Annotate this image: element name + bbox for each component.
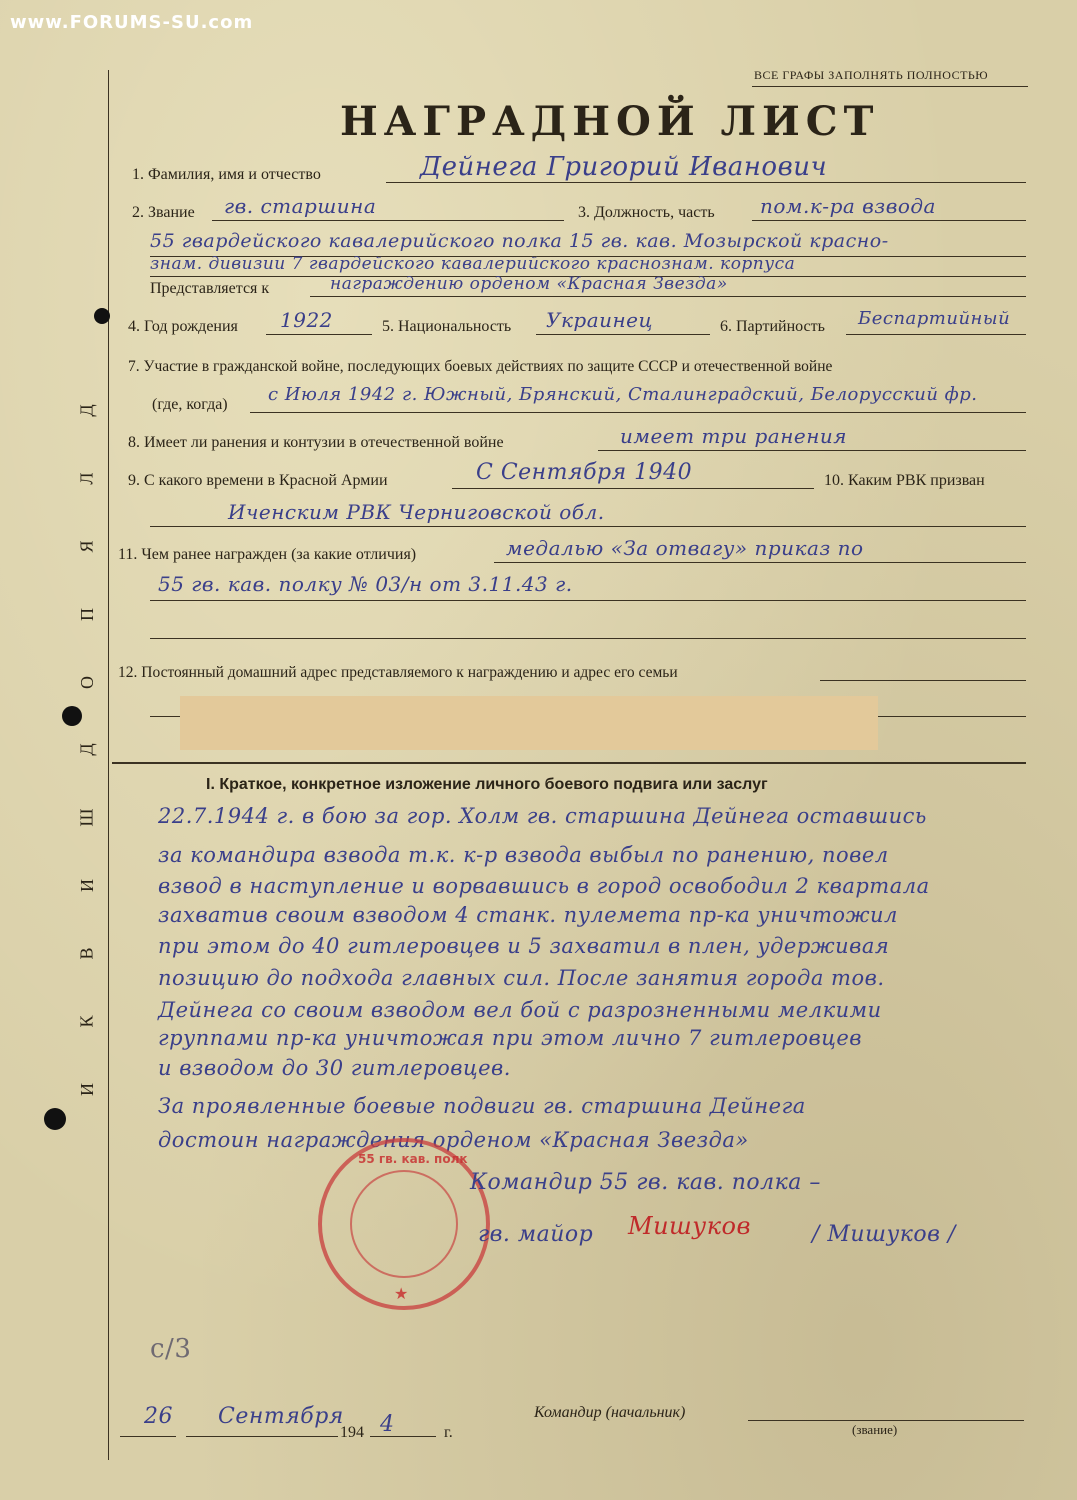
signature-title: Командир 55 гв. кав. полка –	[470, 1170, 821, 1195]
footer-year-suffix: г.	[444, 1424, 453, 1441]
field-8-value: имеет три ранения	[620, 424, 847, 448]
redacted-address	[180, 696, 878, 750]
field-4-label: 4. Год рождения	[128, 318, 238, 335]
header-note: ВСЕ ГРАФЫ ЗАПОЛНЯТЬ ПОЛНОСТЬЮ	[754, 68, 989, 82]
rank-label: (звание)	[852, 1422, 898, 1437]
field-11-value-2: 55 гв. кав. полку № 03/н от 3.11.43 г.	[158, 572, 573, 596]
unit-line-1: 55 гвардейского кавалерийского полка 15 гв. кав. Мозырской красно-	[150, 230, 889, 252]
unit-line-2: знам. дивизии 7 гвардейского кавалерийского краснознам. корпуса	[150, 254, 796, 274]
field-1-label: 1. Фамилия, имя и отчество	[132, 166, 321, 183]
field-6-value: Беспартийный	[858, 308, 1011, 329]
narrative-line-11: достоин награждения орденом «Красная Звезда»	[158, 1128, 749, 1152]
present-value: награждению орденом «Красная Звезда»	[330, 274, 728, 294]
signature-name: / Мишуков /	[812, 1222, 956, 1247]
watermark: www.FORUMS-SU.com	[10, 12, 254, 33]
field-10-label: 10. Каким РВК призван	[824, 472, 985, 489]
narrative-line-5: при этом до 40 гитлеровцев и 5 захватил в плен, удерживая	[158, 934, 890, 958]
footer-month: Сентября	[218, 1404, 344, 1429]
field-11-value-1: медалью «За отвагу» приказ по	[506, 536, 864, 560]
punch-hole-middle	[62, 706, 82, 726]
field-3-label: 3. Должность, часть	[578, 204, 715, 221]
section-title: I. Краткое, конкретное изложение личного боевого подвига или заслуг	[206, 776, 768, 793]
footer-day: 26	[144, 1404, 173, 1429]
narrative-line-8: группами пр-ка уничтожая при этом лично 7 гитлеровцев	[158, 1026, 863, 1050]
narrative-line-1: 22.7.1944 г. в бою за гор. Холм гв. старшина Дейнега оставшись	[158, 804, 927, 828]
punch-hole-top	[94, 308, 110, 324]
narrative-line-10: За проявленные боевые подвиги гв. старшина Дейнега	[158, 1094, 806, 1118]
field-7-value: с Июля 1942 г. Южный, Брянский, Сталинградский, Белорусский фр.	[268, 384, 978, 405]
field-3-value: пом.к-ра взвода	[760, 194, 936, 218]
signature-autograph: Мишуков	[628, 1212, 751, 1240]
field-7-label: 7. Участие в гражданской войне, последующих боевых действиях по защите СССР и отечественной войне	[128, 358, 833, 375]
field-4-value: 1922	[280, 308, 333, 332]
field-10-value: Иченским РВК Черниговской обл.	[228, 500, 605, 524]
field-6-label: 6. Партийность	[720, 318, 825, 335]
narrative-line-9: и взводом до 30 гитлеровцев.	[158, 1056, 511, 1080]
field-5-value: Украинец	[546, 308, 653, 332]
field-5-label: 5. Национальность	[382, 318, 512, 335]
field-1-value: Дейнега Григорий Иванович	[420, 152, 828, 182]
field-12-label: 12. Постоянный домашний адрес представляемого к награждению и адрес его семьи	[118, 664, 678, 681]
field-8-label: 8. Имеет ли ранения и контузии в отечественной войне	[128, 434, 504, 451]
signature-rank: гв. майор	[478, 1222, 594, 1247]
field-2-value: гв. старшина	[224, 194, 377, 218]
field-2-label: 2. Звание	[132, 204, 195, 221]
side-caption: Д Л Я П О Д Ш И В К И	[76, 404, 97, 1096]
field-11-label: 11. Чем ранее награжден (за какие отличия)	[118, 546, 417, 563]
narrative-line-6: позицию до подхода главных сил. После занятия города тов.	[158, 966, 885, 990]
margin-line	[108, 70, 109, 1460]
narrative-line-4: захватив своим взводом 4 станк. пулемета пр-ка уничтожил	[158, 903, 898, 927]
narrative-line-2: за командира взвода т.к. к-р взвода выбыл по ранению, повел	[158, 843, 889, 867]
field-9-label: 9. С какого времени в Красной Армии	[128, 472, 388, 489]
margin-note: с/3	[150, 1334, 192, 1364]
narrative-line-3: взвод в наступление и ворвавшись в город освободил 2 квартала	[158, 874, 930, 898]
page-title: НАГРАДНОЙ ЛИСТ	[340, 98, 880, 145]
regiment-stamp: 55 гв. кав. полк ★	[318, 1138, 490, 1310]
field-7-label-2: (где, когда)	[152, 396, 228, 413]
footer-year-prefix: 194	[340, 1424, 364, 1441]
punch-hole-bottom	[44, 1108, 66, 1130]
footer-year-digit: 4	[380, 1412, 395, 1437]
commander-label: Командир (начальник)	[534, 1404, 686, 1421]
present-label: Представляется к	[150, 280, 270, 297]
field-9-value: С Сентября 1940	[476, 460, 693, 485]
narrative-line-7: Дейнега со своим взводом вел бой с разрозненными мелкими	[158, 998, 882, 1022]
